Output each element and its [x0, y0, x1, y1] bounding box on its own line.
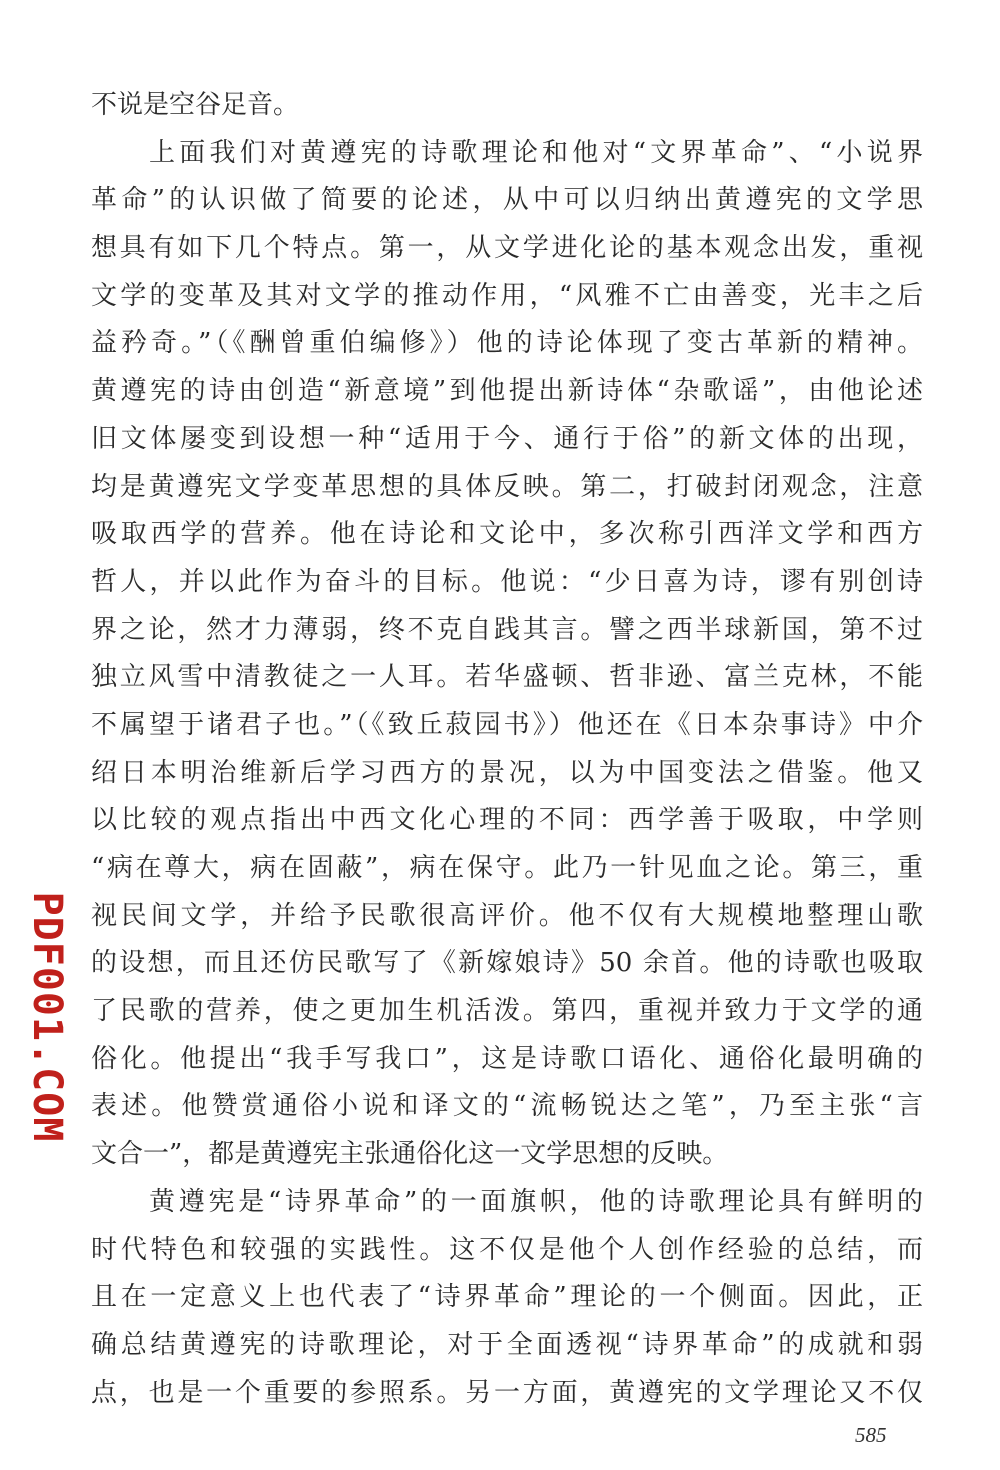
watermark-text: PDF001.COM: [24, 891, 70, 1143]
text-line: 且在一定意义上也代表了“诗界革命”理论的一个侧面。因此，正: [91, 1282, 923, 1313]
page-number: 585: [855, 1423, 887, 1447]
text-line: 视民间文学，并给予民歌很高评价。他不仅有大规模地整理山歌: [91, 900, 923, 931]
text-line: 革命”的认识做了简要的论述，从中可以归纳出黄遵宪的文学思: [91, 185, 923, 216]
text-line: 独立风雪中清教徒之一人耳。若华盛顿、哲非逊、富兰克林，不能: [91, 662, 923, 693]
paragraph: [91, 1179, 923, 1417]
text-line: 确总结黄遵宪的诗歌理论，对于全面透视“诗界革命”的成就和弱: [91, 1329, 923, 1360]
text-line: 益矜奇。”（《酬曾重伯编修》）他的诗论体现了变古革新的精神。: [91, 328, 923, 359]
text-line: 俗化。他提出“我手写我口”，这是诗歌口语化、通俗化最明确的: [91, 1043, 923, 1074]
paragraph: [91, 130, 923, 1179]
text-line: 绍日本明治维新后学习西方的景况，以为中国变法之借鉴。他又: [91, 757, 923, 788]
text-line: “病在尊大，病在固蔽”，病在保守。此乃一针见血之论。第三，重: [91, 853, 923, 883]
text-line: 文合一”，都是黄遵宪主张通俗化这一文学思想的反映。: [91, 1139, 729, 1170]
text-line: 黄遵宪的诗由创造“新意境”到他提出新诗体“杂歌谣”，由他论述: [91, 376, 923, 407]
text-line: 旧文体屡变到设想一种“适用于今、通行于俗”的新文体的出现，: [91, 423, 923, 454]
text-line: 黄遵宪是“诗界革命”的一面旗帜，他的诗歌理论具有鲜明的: [149, 1186, 923, 1217]
text-line: 上面我们对黄遵宪的诗歌理论和他对“文界革命”、“小说界: [149, 137, 923, 168]
paragraph: [91, 82, 923, 130]
text-line: 了民歌的营养，使之更加生机活泼。第四，重视并致力于文学的通: [91, 996, 923, 1027]
text-line: 时代特色和较强的实践性。这不仅是他个人创作经验的总结，而: [91, 1234, 923, 1265]
text-line: 表述。他赞赏通俗小说和译文的“流畅锐达之笔”，乃至主张“言: [91, 1091, 923, 1122]
text-line: 文学的变革及其对文学的推动作用，“风雅不亡由善变，光丰之后: [91, 280, 923, 311]
text-line: 界之论，然才力薄弱，终不克自践其言。譬之西半球新国，第不过: [91, 614, 923, 645]
text-line: 哲人，并以此作为奋斗的目标。他说：“少日喜为诗，谬有别创诗: [91, 566, 923, 597]
text-line: 的设想，而且还仿民歌写了《新嫁娘诗》50 余首。他的诗歌也吸取: [91, 948, 923, 979]
text-line: 均是黄遵宪文学变革思想的具体反映。第二，打破封闭观念，注意: [91, 471, 923, 502]
text-line: 点，也是一个重要的参照系。另一方面，黄遵宪的文学理论又不仅: [91, 1377, 923, 1408]
body-text: [91, 82, 923, 1417]
watermark: [24, 891, 70, 1143]
text-line: 想具有如下几个特点。第一，从文学进化论的基本观念出发，重视: [91, 233, 923, 264]
text-line: 不说是空谷足音。: [91, 90, 300, 120]
text-line: 吸取西学的营养。他在诗论和文论中，多次称引西洋文学和西方: [91, 519, 923, 550]
text-line: 以比较的观点指出中西文化心理的不同：西学善于吸取，中学则: [91, 805, 923, 836]
text-line: 不属望于诸君子也。”（《致丘菽园书》）他还在《日本杂事诗》中介: [91, 709, 923, 740]
